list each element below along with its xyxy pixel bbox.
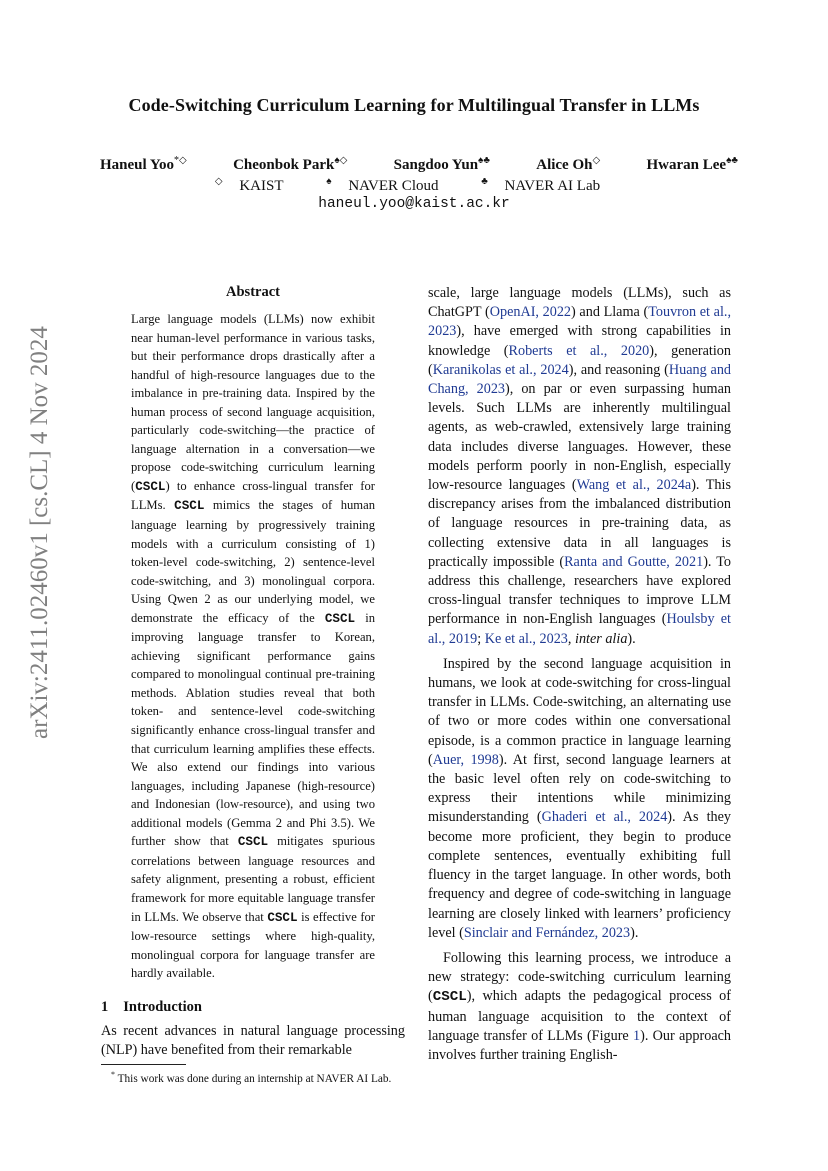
author-1: Haneul Yoo*◇ (100, 155, 187, 173)
author-2: Cheonbok Park♠◇ (233, 155, 348, 173)
citation-link[interactable]: Karanikolas et al., 2024 (432, 361, 569, 378)
citation-link[interactable]: Ghaderi et al., 2024 (541, 809, 668, 826)
author-3: Sangdoo Yun♠♣ (393, 155, 490, 173)
citation-link[interactable]: Huang and Chang, 2023 (428, 361, 732, 398)
intro-paragraph-2: Inspired by the second language acquisition in humans, we look at code-switching for cross-lingual transfer in LLMs. Code-switching, an alternating use of two or more codes within one conversational episode, is a common practice in language learning (Auer, 1998). At first, second language learners at the basic level often rely on code-switching to express their intentions while minimizing misunderstanding (Ghaderi et al., 2024). As they become more proficient, they begin to produce complete sentences, eventually exhibiting full fluency in the target language. In other words, both frequency and degree of code-switching in language learning are closely linked with learners’ proficiency level (Sinclair and Fernández, 2023). (428, 655, 731, 941)
intro-paragraph-1-cont: scale, large language models (LLMs), such as ChatGPT (OpenAI, 2022) and Llama (Touvron et al., 2023), have emerged with strong capabilities in knowledge (Roberts et al., 2020), generation (Karanikolas et al., 2024), and reasoning (Huang and Chang, 2023), on par or even surpassing human levels. Such LLMs are inherently multilingual agents, as web-crawled, extensively large training data includes diverse languages. However, these models perform poorly in non-English, especially low-resource languages (Wang et al., 2024a). This discrepancy arises from the imbalanced distribution of language resources in pre-training data, as collecting extensive data in all languages is practically impossible (Ranta and Goutte, 2021). To address this challenge, researchers have explored cross-lingual transfer techniques to improve LLM performance in non-English languages (Houlsby et al., 2019; Ke et al., 2023, inter alia). (428, 285, 732, 647)
citation-link[interactable]: Sinclair and Fernández, 2023 (463, 924, 631, 941)
abstract-body: Large language models (LLMs) now exhibit near human-level performance in various tasks, but their performance drops drastically after a handful of high-resource languages due to the imbalance in pre-training data. Inspired by the human process of second language acquisition, particularly code-switching—the practice of language alternation in a conversation—we propose code-switching curriculum learning (CSCL) to enhance cross-lingual transfer for LLMs. CSCL mimics the stages of human language learning by progressively training models with a curriculum consisting of 1) token-level code-switching, 2) sentence-level code-switching, and 3) monolingual corpora. Using Qwen 2 as our underlying model, we demonstrate the efficacy of the CSCL in improving language transfer to Korean, achieving significant performance gains compared to monolingual continual pre-training methods. Ablation studies reveal that both token- and sentence-level code-switching significantly enhance cross-lingual transfer and that curriculum learning amplifies these effects. We also extend our findings into various languages, including Japanese (high-resource) and Indonesian (low-resource), and using two additional models (Gemma 2 and Phi 3.5). We further show that CSCL mitigates spurious correlations between language resources and safety alignment, presenting a robust, efficient framework for more equitable language transfer in LLMs. We observe that CSCL is effective for low-resource settings where high-quality, monolingual corpora for language transfer are hardly available. (131, 312, 375, 981)
affiliation-1: ◇ KAIST (214, 176, 284, 194)
footnote: * This work was done during an internship at NAVER AI Lab. (111, 1070, 392, 1085)
citation-link[interactable]: OpenAI, 2022 (489, 304, 572, 321)
affiliation-3: ♣ NAVER AI Lab (481, 176, 601, 194)
abstract-heading: Abstract (226, 284, 280, 300)
citation-link[interactable]: Touvron et al., 2023 (428, 304, 731, 340)
citation-link[interactable]: Ranta and Goutte, 2021 (564, 553, 704, 570)
citation-link[interactable]: Houlsby et al., 2019 (428, 611, 732, 647)
author-4: Alice Oh◇ (536, 155, 601, 173)
author-5: Hwaran Lee♠♣ (646, 155, 738, 173)
citation-link[interactable]: Ke et al., 2023 (484, 630, 568, 647)
citation-link[interactable]: Wang et al., 2024a (576, 477, 692, 494)
affiliations (60, 176, 768, 195)
affiliation-2: ♠ NAVER Cloud (326, 176, 439, 194)
section-heading-introduction: 1 Introduction (101, 998, 202, 1015)
footnote-divider (101, 1064, 186, 1065)
intro-paragraph-1: As recent advances in natural language processing (NLP) have benefited from their remarkable (101, 1022, 405, 1058)
figure-link[interactable]: 1 (633, 1027, 641, 1044)
intro-paragraph-3: Following this learning process, we introduce a new strategy: code-switching curriculum learning (CSCL), which adapts the pedagogical process of human language acquisition to the context of language transfer of LLMs (Figure 1). Our approach involves further training English- (428, 949, 732, 1063)
left-column (101, 284, 405, 1087)
citation-link[interactable]: Auer, 1998 (432, 751, 499, 768)
arxiv-stamp: arXiv:2411.02460v1 [cs.CL] 4 Nov 2024 (26, 326, 53, 740)
contact-email[interactable]: haneul.yoo@kaist.ac.kr (318, 196, 510, 212)
author-list (100, 155, 738, 174)
paper-title: Code-Switching Curriculum Learning for Multilingual Transfer in LLMs (128, 95, 700, 115)
citation-link[interactable]: Roberts et al., 2020 (508, 342, 650, 359)
right-column (428, 284, 731, 1065)
